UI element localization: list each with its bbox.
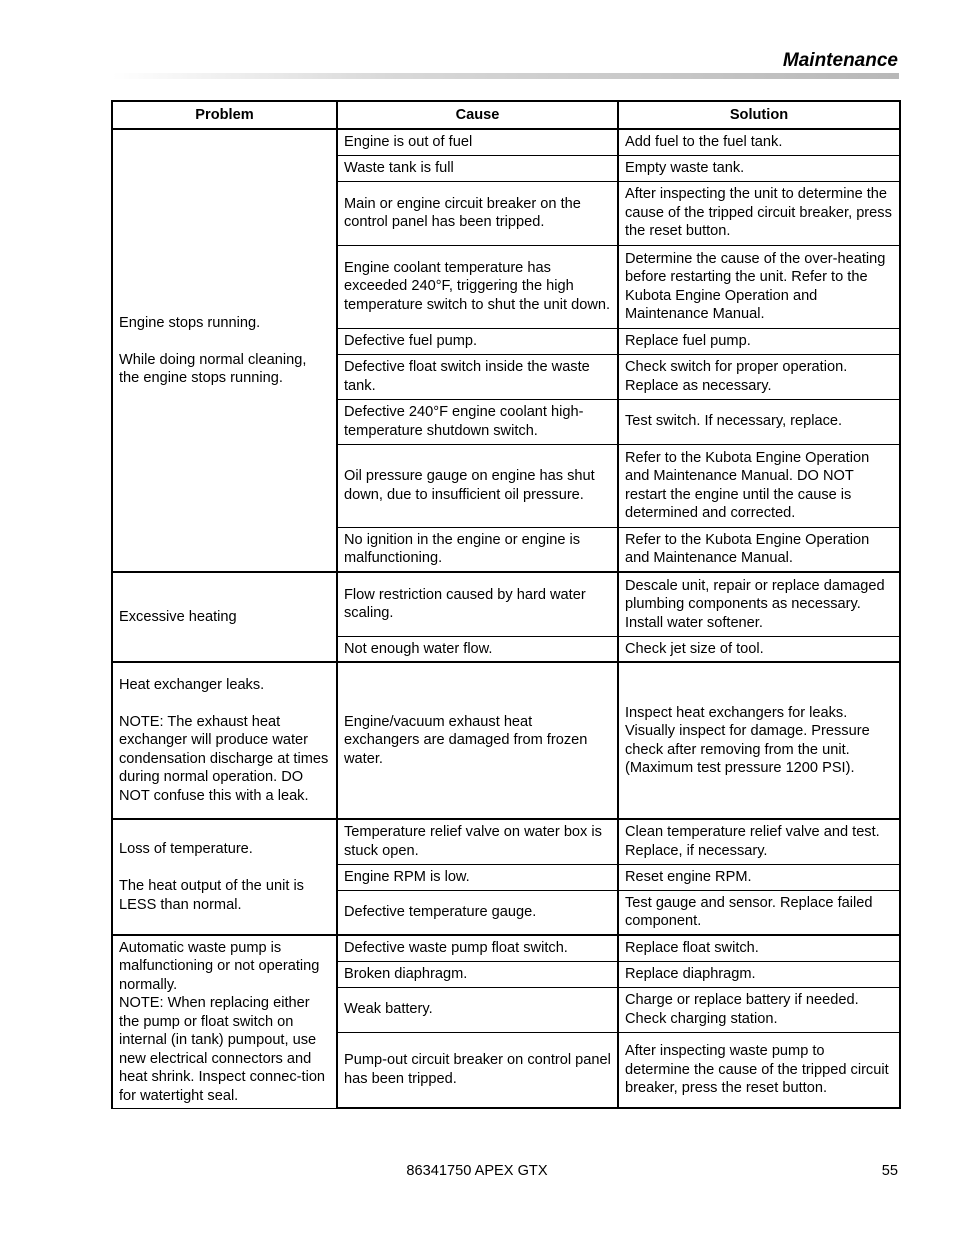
solution-cell: Add fuel to the fuel tank. <box>618 129 900 155</box>
header-problem: Problem <box>112 101 337 129</box>
header-cause: Cause <box>337 101 618 129</box>
solution-cell: Test gauge and sensor. Replace failed component. <box>618 890 900 935</box>
problem-text: Automatic waste pump is malfunctioning or not operating normally. <box>119 939 320 993</box>
solution-cell: Empty waste tank. <box>618 155 900 181</box>
problem-cell <box>112 819 337 935</box>
cause-cell: Defective float switch inside the waste tank. <box>337 354 618 399</box>
table-row <box>112 935 900 961</box>
cause-cell: Waste tank is full <box>337 155 618 181</box>
solution-cell: Replace float switch. <box>618 935 900 961</box>
solution-cell: Test switch. If necessary, replace. <box>618 399 900 444</box>
cause-cell: Engine/vacuum exhaust heat exchangers are damaged from frozen water. <box>337 662 618 819</box>
cause-cell: Oil pressure gauge on engine has shut down, due to insufficient oil pressure. <box>337 444 618 527</box>
solution-cell: Replace diaphragm. <box>618 961 900 987</box>
cause-cell: Engine is out of fuel <box>337 129 618 155</box>
cause-cell: No ignition in the engine or engine is malfunctioning. <box>337 527 618 572</box>
header-rule <box>112 73 899 79</box>
solution-cell: Refer to the Kubota Engine Operation and Maintenance Manual. <box>618 527 900 572</box>
problem-cell <box>112 662 337 819</box>
solution-cell: Refer to the Kubota Engine Operation and Maintenance Manual. DO NOT restart the engine until the cause is determined and corrected. <box>618 444 900 527</box>
solution-cell: Charge or replace battery if needed. Check charging station. <box>618 987 900 1032</box>
problem-text: The heat output of the unit is LESS than normal. <box>119 878 304 913</box>
cause-cell: Main or engine circuit breaker on the control panel has been tripped. <box>337 181 618 245</box>
cause-cell: Broken diaphragm. <box>337 961 618 987</box>
cause-cell: Engine coolant temperature has exceeded 240°F, triggering the high temperature switch to shut the unit down. <box>337 245 618 328</box>
cause-cell: Not enough water flow. <box>337 636 618 662</box>
cause-cell: Temperature relief valve on water box is stuck open. <box>337 819 618 864</box>
page-header-title: Maintenance <box>782 50 898 71</box>
problem-cell <box>112 572 337 662</box>
table-row <box>112 819 900 864</box>
problem-text: Engine stops running. <box>119 314 261 331</box>
footer-document-id: 86341750 APEX GTX <box>406 1163 548 1179</box>
solution-cell: Replace fuel pump. <box>618 328 900 354</box>
solution-cell: After inspecting the unit to determine the cause of the tripped circuit breaker, press the reset button. <box>618 181 900 245</box>
solution-cell: Check switch for proper operation. Replace as necessary. <box>618 354 900 399</box>
table-row <box>112 662 900 819</box>
problem-text: While doing normal cleaning, the engine stops running. <box>119 351 307 386</box>
solution-cell: Check jet size of tool. <box>618 636 900 662</box>
table-header-row <box>112 101 900 129</box>
problem-text: NOTE: When replacing either the pump or float switch on internal (in tank) pumpout, use new electrical connectors and heat shrink. Inspect connec-tion for watertight seal. <box>119 995 326 1104</box>
solution-cell: Clean temperature relief valve and test. Replace, if necessary. <box>618 819 900 864</box>
problem-text: Loss of temperature. <box>119 841 253 857</box>
problem-text: Heat exchanger leaks. <box>119 676 265 693</box>
cause-cell: Defective fuel pump. <box>337 328 618 354</box>
cause-cell: Defective 240°F engine coolant high-temperature shutdown switch. <box>337 399 618 444</box>
cause-cell: Defective waste pump float switch. <box>337 935 618 961</box>
cause-cell: Weak battery. <box>337 987 618 1032</box>
table-row <box>112 572 900 636</box>
solution-cell: Inspect heat exchangers for leaks. Visually inspect for damage. Pressure check after removing from the unit. (Maximum test pressure 1200 PSI). <box>618 662 900 819</box>
solution-cell: After inspecting waste pump to determine the cause of the tripped circuit breaker, press the reset button. <box>618 1032 900 1108</box>
problem-cell <box>112 129 337 572</box>
table-row <box>112 129 900 155</box>
header-solution: Solution <box>618 101 900 129</box>
troubleshooting-table <box>111 100 901 1109</box>
problem-text: NOTE: The exhaust heat exchanger will produce water condensation discharge at times during normal operation. DO NOT confuse this with a leak. <box>119 713 329 804</box>
cause-cell: Defective temperature gauge. <box>337 890 618 935</box>
solution-cell: Reset engine RPM. <box>618 864 900 890</box>
cause-cell: Flow restriction caused by hard water scaling. <box>337 572 618 636</box>
solution-cell: Descale unit, repair or replace damaged plumbing components as necessary. Install water softener. <box>618 572 900 636</box>
problem-text: Excessive heating <box>119 608 237 625</box>
solution-cell: Determine the cause of the over-heating before restarting the unit. Refer to the Kubota Engine Operation and Maintenance Manual. <box>618 245 900 328</box>
cause-cell: Engine RPM is low. <box>337 864 618 890</box>
problem-cell <box>112 935 337 1108</box>
cause-cell: Pump-out circuit breaker on control panel has been tripped. <box>337 1032 618 1108</box>
footer-page-number: 55 <box>881 1163 898 1179</box>
